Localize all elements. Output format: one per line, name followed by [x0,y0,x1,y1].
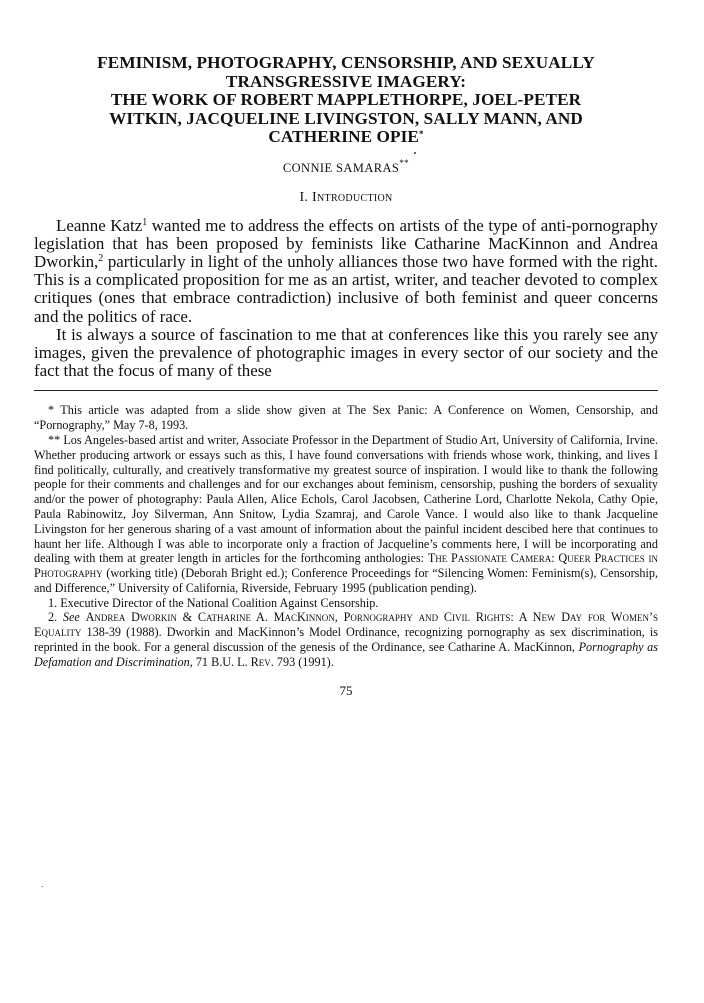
footnote-2: 2. See Andrea Dworkin & Catharine A. MacKinnon, Pornography and Civil Rights: A New Day for Women’s Equality 138-39 (1988). Dworkin and MacKinnon’s Model Ordinance, recognizing pornography as sex discrimination, is reprinted in the book. For a general discussion of the genesis of the Ordinance, see Catharine A. MacKinnon, Pornography as Defamation and Discrimination, 71 B.U. L. Rev. 793 (1991). [34,610,659,669]
small-caps-run: Andrea Dworkin & Catharine A. MacKinnon, Pornography and Civil Rights: A New Day for Women’s Equality [34,610,659,640]
journal-page [34,54,658,699]
author-byline [34,157,658,176]
section-number: I. [299,189,309,205]
author-footnote-mark: ** [399,157,410,168]
title-line [34,128,658,147]
footnote-1: 1. Executive Director of the National Coalition Against Censorship. [48,595,379,610]
small-caps-run: The Passionate Camera: Queer Practices in Photography [34,551,658,581]
author-name: CONNIE SAMARAS [282,160,400,175]
section-label: Introduction [312,189,393,205]
footnote-divider [34,390,658,391]
title-line-text: CATHERINE OPIE [268,127,419,146]
small-caps-run: Rev. [250,654,274,669]
footnote-double-star: ** Los Angeles-based artist and writer, Associate Professor in the Department of Studio Art, University of California, Irvine. Whether producing artwork or essays such as this, I have found conversations with friends whose work, thinking, and lives I find politically, culturally, and creatively transformative my greatest source of inspiration. I would like to thank the following people for their comments and challenges and for our exchanges about feminism, censorship, pushing the borders of sexuality and/or the power of photography: Paula Allen, Alice Echols, Carol Jacobsen, Catherine Lord, Charlotte Nekola, Cathy Opie, Paula Rabinowitz, Joy Silverman, Ann Snitow, Lydia Szamraj, and Carole Vance. I would also like to thank Jacqueline Livingston for her generous sharing of a vast amount of information about the painful incident descibed here that continues to haunt her life. Although I was able to incorporate only a fraction of Jacqueline’s comments here, I will be incorporating and dealing with them at greater length in articles for the forthcoming anthologies: The Passionate Camera: Queer Practices in Photography (working title) (Deborah Bright ed.); Conference Proceedings for “Silencing Women: Feminism(s), Censorship, and Difference,” University of California, Riverside, February 1995 (publication pending). [34,432,658,595]
italic-run: Pornography as Defamation and Discrimination [34,640,659,669]
title-footnote-mark: * [418,129,424,139]
footnotes [34,403,658,669]
section-heading [34,190,658,206]
body-paragraph: It is always a source of fascination to me that at conferences like this you rarely see any images, given the prevalence of photographic images in every sector of our society and the fact that the focus of many of these [34,324,658,381]
title-line: THE WORK OF ROBERT MAPPLETHORPE, JOEL-PETER [110,90,582,109]
title-line: WITKIN, JACQUELINE LIVINGSTON, SALLY MANN, AND [109,108,583,128]
footnote-star: * This article was adapted from a slide show given at The Sex Panic: A Conference on Women, Censorship, and “Pornography,” May 7-8, 1993. [34,403,658,433]
article-title [34,54,658,147]
footnote-ref: 1 [142,216,148,228]
italic-run: See [62,610,80,625]
body-text [34,217,658,381]
body-paragraph: Leanne Katz$^1$ wanted me to address the effects on artists of the type of anti-pornography legislation that has been proposed by feminists like Catharine MacKinnon and Andrea Dworkin,$^2$ particularly in light of the unholy alliances those two have formed with the right. This is a complicated proposition for me as an artist, writer, and teacher devoted to complex critiques (ones that embrace contradiction) inclusive of both feminist and queer concerns and the politics of race. [34,215,658,326]
title-line: FEMINISM, PHOTOGRAPHY, CENSORSHIP, AND SEXUALLY [97,53,595,72]
page-number: 75 [339,682,353,698]
title-line: TRANSGRESSIVE IMAGERY: [225,71,467,91]
footnote-ref: 2 [98,252,104,264]
scan-speck [42,886,43,887]
